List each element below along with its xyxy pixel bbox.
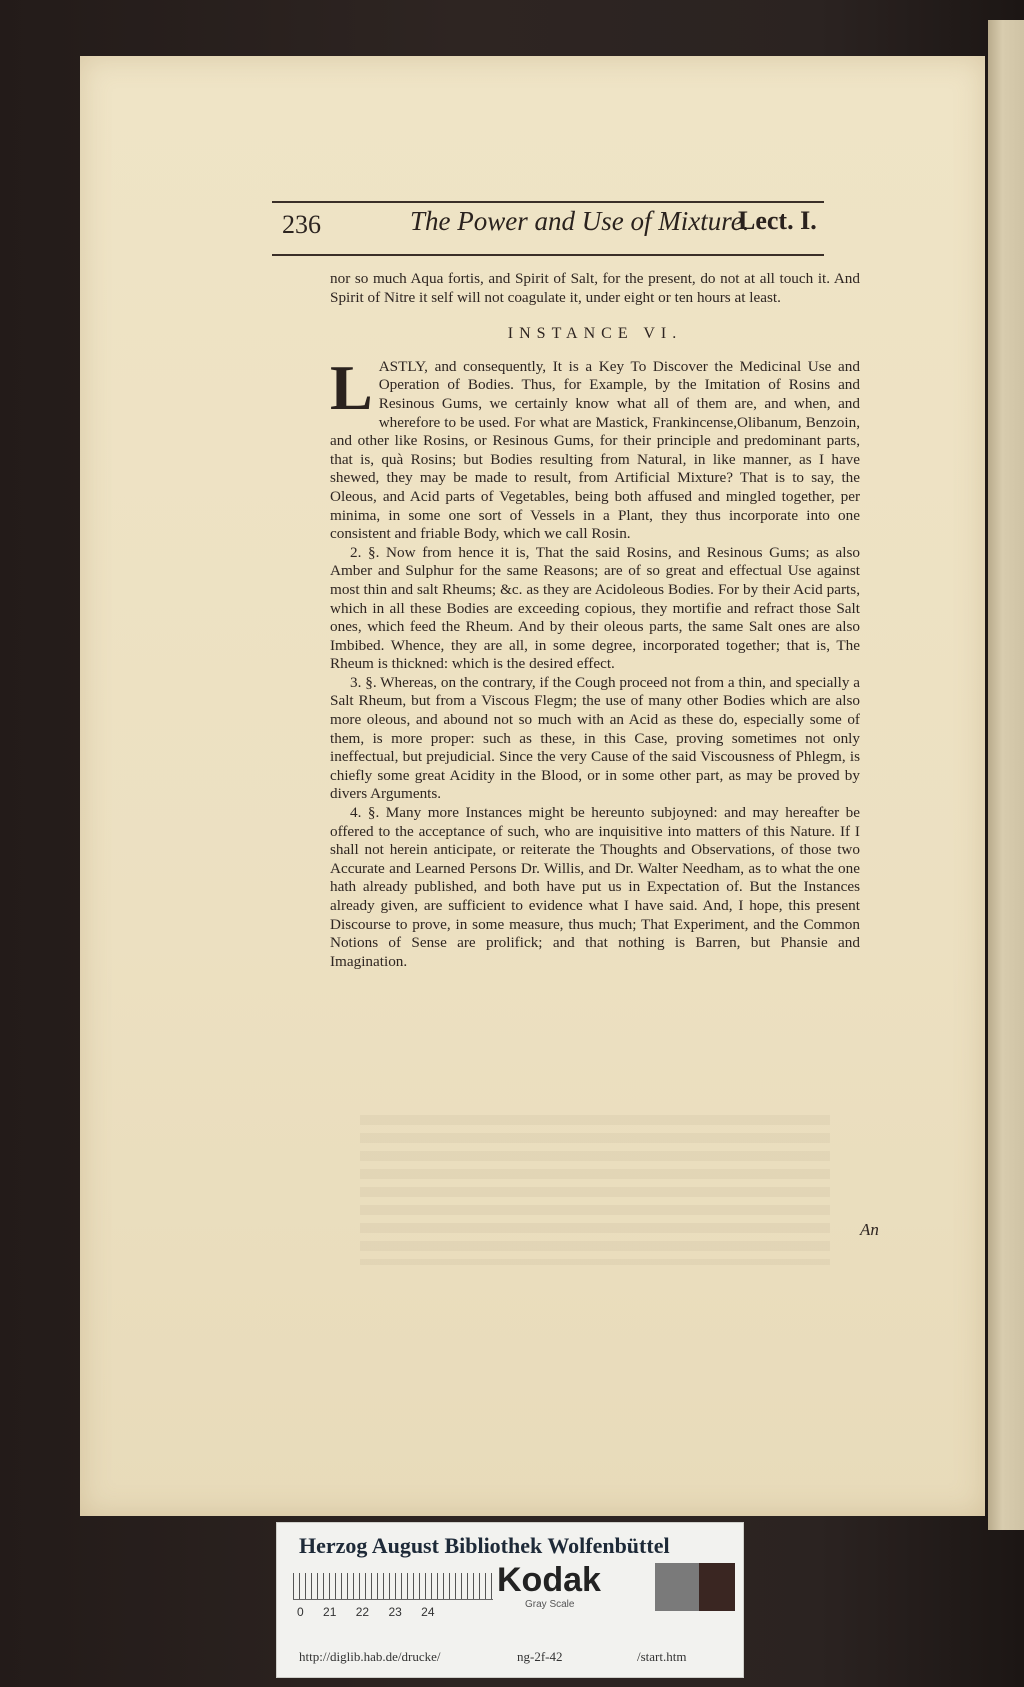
paragraph-4: 4. §. Many more Instances might be hereunto subjoyned: and may hereafter be offered to the acceptance of such, who are inquisitive into matters of this Nature. If I shall not herein anticipate, or reiterate the Thoughts and Observations, of those two Accurate and Learned Persons Dr. Willis, and Dr. Walter Needham, as to what the one hath already published, and both have put us in Expectation of. But the Instances already given, are sufficient to evidence what I have said. And, I hope, this present Discourse to prove, in some measure, thus much; That Experiment, and the Common Notions of Sense are prolifick; and that nothing is Barren, but Phansie and Imagination. xyxy=(330,804,860,970)
page-number: 236 xyxy=(282,210,321,239)
show-through-text xyxy=(360,1115,830,1265)
paragraph-2: 2. §. Now from hence it is, That the said Rosins, and Resinous Gums; as also Amber and Sulphur for the same Reasons; are of so great and effectual Use against most thin and salt Rheums; &c. as they are Acidoleous Bodies. For by their Acid parts, which in all these Bodies are exceeding copious, they mortifie and refract those Salt ones, which feed the Rheum. And by their oleous parts, the same Salt ones are also Imbibed. Whence, they are all, in some degree, incorporated together; that is, The Rheum is thickned: which is the desired effect. xyxy=(330,543,860,673)
header-rule-bottom xyxy=(272,254,824,256)
running-title: The Power and Use of Mixture. xyxy=(410,206,750,236)
page-body-text xyxy=(330,270,860,971)
catchword: An xyxy=(860,1220,879,1239)
ruler-label: 0 xyxy=(297,1605,304,1619)
paragraph-1-text: ASTLY, and consequently, It is a Key To Discover the Medicinal Use and Operation of Bodies. Thus, for Example, by the Imitation of Rosins and Resinous Gums, we certainly know what all of them are, and when, and wherefore to be used. For what are Mastick, Frankincense,Olibanum, Benzoin, and other like Rosins, or Resinous Gums, for their principle and predominant parts, that is, quà Rosins; but Bodies resulting from Natural, in like manner, as I have shewed, they may be made to result, from Artificial Mixture? That is to say, the Oleous, and Acid parts of Vegetables, being both affused and mingled together, per minima, in some one sort of Vessels in a Plant, they thus incorporate into one consistent and friable Body, which we call Rosin. xyxy=(330,357,860,543)
drop-cap: L xyxy=(330,351,373,423)
library-color-card xyxy=(276,1522,744,1678)
gray-patch-mid xyxy=(655,1563,699,1611)
url-right: /start.htm xyxy=(637,1649,687,1664)
header-rule-top xyxy=(272,201,824,203)
paragraph-1 xyxy=(330,351,860,544)
section-heading: INSTANCE VI. xyxy=(507,325,683,343)
library-name: Herzog August Bibliothek Wolfenbüttel xyxy=(299,1533,670,1558)
intro-paragraph: nor so much Aqua fortis, and Spirit of Salt, for the present, do not at all touch it. And Spirit of Nitre it self will not coagulate it, under eight or ten hours at least. xyxy=(330,270,860,306)
ruler-scale xyxy=(293,1573,493,1600)
ruler-label: 24 xyxy=(421,1605,435,1619)
ruler-label: 21 xyxy=(323,1605,337,1619)
ruler-label: 22 xyxy=(355,1605,370,1619)
next-page-edge xyxy=(988,20,1024,1530)
ruler-labels xyxy=(297,1605,497,1619)
ruler-label: 23 xyxy=(388,1605,402,1619)
gray-scale-label: Gray Scale xyxy=(525,1599,575,1610)
url-left: http://diglib.hab.de/drucke/ xyxy=(299,1649,441,1664)
paragraph-3: 3. §. Whereas, on the contrary, if the Cough proceed not from a thin, and specially a Salt Rheum, but from a Viscous Flegm; the use of many other Bodies which are also more oleous, and abound not so much with an Acid as these do, especially some of them, is more proper: such as these, in this Case, proving sometimes not only ineffectual, but prejudicial. Since the very Cause of the said Viscousness of Phlegm, is chiefly some great Acidity in the Blood, or in some other part, as may be proved by divers Arguments. xyxy=(330,673,860,803)
kodak-logo: Kodak xyxy=(497,1561,601,1599)
url-mid: ng-2f-42 xyxy=(517,1649,563,1664)
lecture-label: Lect. I. xyxy=(738,206,817,235)
gray-patch-dark xyxy=(699,1563,735,1611)
